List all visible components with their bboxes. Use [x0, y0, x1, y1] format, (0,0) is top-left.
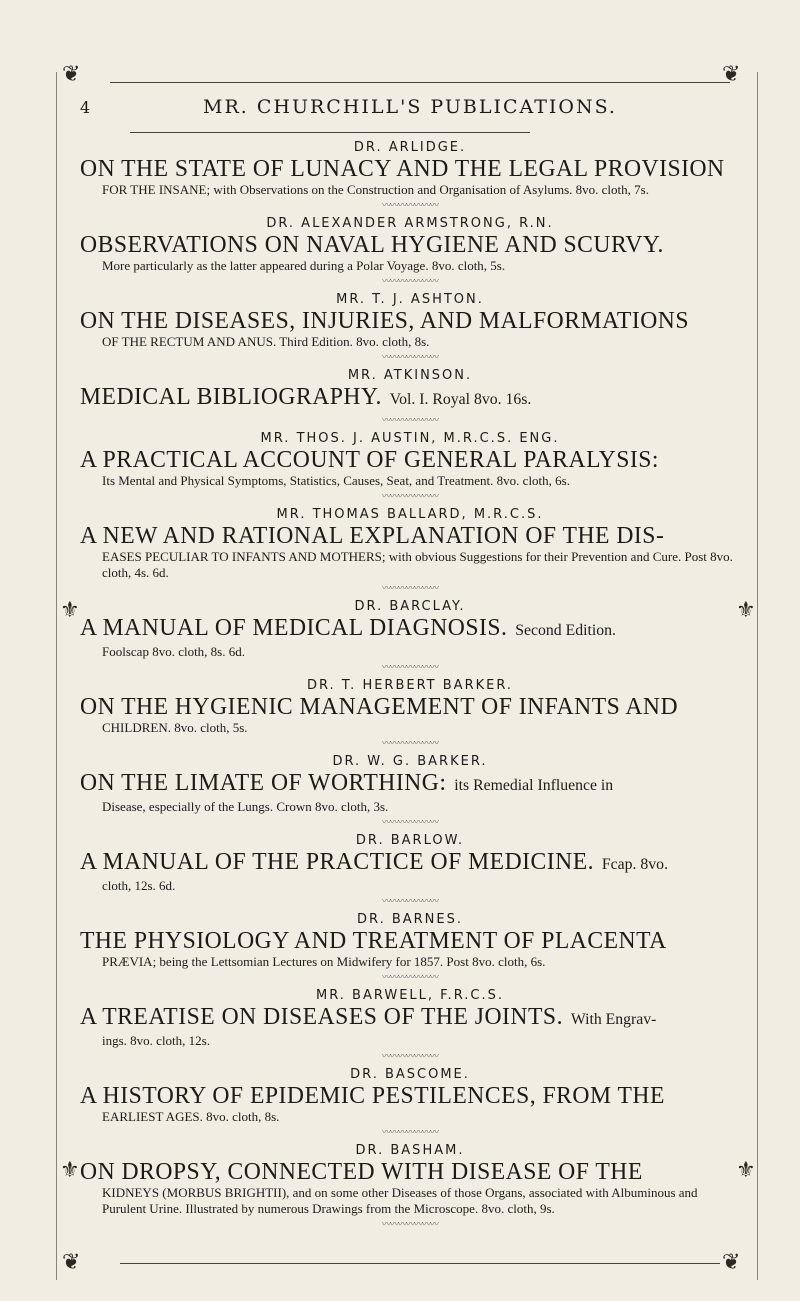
- author-name: DR. BASCOME.: [350, 1067, 470, 1082]
- publication-entry: [80, 754, 740, 829]
- book-description: Its Mental and Physical Symptoms, Statistics, Causes, Seat, and Treatment. 8vo. cloth, 6s.: [102, 473, 570, 488]
- side-ornament-icon: ⚜: [736, 598, 756, 623]
- author-name: DR. BARNES.: [356, 912, 463, 927]
- book-description: ings. 8vo. cloth, 12s.: [102, 1033, 210, 1048]
- author-name: MR. T. J. ASHTON.: [336, 292, 484, 307]
- corner-ornament-icon: ❦: [62, 1250, 81, 1275]
- running-head: MR. CHURCHILL'S PUBLICATIONS.: [203, 96, 617, 118]
- book-title-main: A NEW AND RATIONAL EXPLANATION OF THE DIS-: [80, 523, 665, 549]
- publication-entry: [80, 507, 740, 595]
- author-name: DR. BASHAM.: [355, 1143, 465, 1158]
- side-ornament-icon: ⚜: [736, 1158, 756, 1183]
- book-description: FOR THE INSANE; with Observations on the Construction and Organisation of Asylums. 8vo. cloth, 7s.: [102, 182, 649, 197]
- book-title: [80, 447, 730, 473]
- author-name: DR. W. G. BARKER.: [332, 754, 488, 769]
- book-title-extra: Vol. I. Royal 8vo. 16s.: [389, 391, 532, 408]
- divider-flourish: 〰〰〰〰〰〰〰: [381, 201, 438, 211]
- book-description: Foolscap 8vo. cloth, 8s. 6d.: [102, 644, 245, 659]
- divider-flourish: 〰〰〰〰〰〰〰: [381, 1220, 438, 1230]
- book-description: EARLIEST AGES. 8vo. cloth, 8s.: [102, 1109, 280, 1124]
- book-title-extra: Second Edition.: [515, 622, 616, 639]
- publication-entry: [80, 292, 740, 364]
- author-name: DR. BARLOW.: [355, 833, 465, 848]
- publication-entry: [80, 140, 740, 212]
- book-title-main: ON THE STATE OF LUNACY AND THE LEGAL PROVISION: [80, 156, 725, 182]
- book-title: [80, 615, 730, 644]
- divider-flourish: 〰〰〰〰〰〰〰: [381, 818, 438, 828]
- publication-entry: [80, 1067, 740, 1139]
- book-title: [80, 1083, 730, 1109]
- book-title: [80, 232, 730, 258]
- divider-flourish: 〰〰〰〰〰〰〰: [381, 1052, 438, 1062]
- corner-ornament-icon: ❦: [722, 62, 741, 87]
- book-title-main: A PRACTICAL ACCOUNT OF GENERAL PARALYSIS:: [80, 447, 659, 473]
- book-title-main: A MANUAL OF MEDICAL DIAGNOSIS.: [80, 615, 508, 641]
- book-description: KIDNEYS (MORBUS BRIGHTII), and on some other Diseases of those Organs, associated with Albuminous and Purulent Urine. Illustrated by numerous Drawings from the Microscope. 8vo. cloth, 9s.: [102, 1185, 698, 1216]
- book-title: [80, 1159, 730, 1185]
- divider-flourish: 〰〰〰〰〰〰〰: [381, 739, 438, 749]
- divider-flourish: 〰〰〰〰〰〰〰: [381, 584, 438, 594]
- author-name: MR. THOS. J. AUSTIN, M.R.C.S. ENG.: [260, 431, 560, 446]
- publication-entry: [80, 431, 740, 503]
- book-title: [80, 156, 730, 182]
- publication-entry: [80, 216, 740, 288]
- publication-entry: [80, 988, 740, 1063]
- footer-rule: [120, 1263, 720, 1264]
- author-name: DR. ARLIDGE.: [353, 140, 467, 155]
- book-description: EASES PECULIAR TO INFANTS AND MOTHERS; with obvious Suggestions for their Prevention and Cure. Post 8vo. cloth, 4s. 6d.: [102, 549, 733, 580]
- book-title-main: ON THE DISEASES, INJURIES, AND MALFORMATIONS: [80, 308, 690, 334]
- book-title-main: A HISTORY OF EPIDEMIC PESTILENCES, FROM THE: [80, 1083, 665, 1109]
- author-name: MR. BARWELL, F.R.C.S.: [315, 988, 504, 1003]
- divider-flourish: 〰〰〰〰〰〰〰: [381, 416, 438, 426]
- book-title: [80, 1004, 730, 1033]
- corner-ornament-icon: ❦: [722, 1250, 741, 1275]
- book-title-main: MEDICAL BIBLIOGRAPHY.: [80, 384, 382, 410]
- book-description: CHILDREN. 8vo. cloth, 5s.: [102, 720, 248, 735]
- divider-flourish: 〰〰〰〰〰〰〰: [381, 897, 438, 907]
- author-name: DR. BARCLAY.: [354, 599, 466, 614]
- book-title: [80, 770, 730, 799]
- divider-flourish: 〰〰〰〰〰〰〰: [381, 1128, 438, 1138]
- book-title-main: A MANUAL OF THE PRACTICE OF MEDICINE.: [80, 849, 595, 875]
- publication-entry: [80, 1143, 740, 1231]
- book-description: PRÆVIA; being the Lettsomian Lectures on Midwifery for 1857. Post 8vo. cloth, 6s.: [102, 954, 546, 969]
- book-description: cloth, 12s. 6d.: [102, 878, 176, 893]
- book-title-extra: its Remedial Influence in: [454, 777, 614, 794]
- book-title-main: A TREATISE ON DISEASES OF THE JOINTS.: [80, 1004, 563, 1030]
- side-ornament-icon: ⚜: [60, 598, 80, 623]
- publication-entry: [80, 912, 740, 984]
- book-description: OF THE RECTUM AND ANUS. Third Edition. 8vo. cloth, 8s.: [102, 334, 430, 349]
- book-title-extra: Fcap. 8vo.: [601, 856, 669, 873]
- book-title: [80, 849, 730, 878]
- book-title-main: ON THE HYGIENIC MANAGEMENT OF INFANTS AND: [80, 694, 679, 720]
- header-rule: [130, 132, 530, 133]
- author-name: DR. ALEXANDER ARMSTRONG, R.N.: [266, 216, 554, 231]
- publication-entry: [80, 678, 740, 750]
- book-description: Disease, especially of the Lungs. Crown 8vo. cloth, 3s.: [102, 799, 389, 814]
- corner-ornament-icon: ❦: [62, 62, 81, 87]
- book-description: More particularly as the latter appeared during a Polar Voyage. 8vo. cloth, 5s.: [102, 258, 506, 273]
- publication-entry: [80, 599, 740, 674]
- publication-list: [80, 140, 740, 1235]
- author-name: MR. ATKINSON.: [347, 368, 473, 383]
- book-title: [80, 384, 730, 413]
- book-title-main: THE PHYSIOLOGY AND TREATMENT OF PLACENTA: [80, 928, 667, 954]
- book-title-main: ON THE LIMATE OF WORTHING:: [80, 770, 447, 796]
- publication-entry: [80, 368, 740, 427]
- divider-flourish: 〰〰〰〰〰〰〰: [381, 353, 438, 363]
- page-number: 4: [80, 98, 91, 117]
- book-title-main: OBSERVATIONS ON NAVAL HYGIENE AND SCURVY.: [80, 232, 664, 258]
- author-name: DR. T. HERBERT BARKER.: [306, 678, 514, 693]
- publication-entry: [80, 833, 740, 908]
- divider-flourish: 〰〰〰〰〰〰〰: [381, 492, 438, 502]
- divider-flourish: 〰〰〰〰〰〰〰: [381, 663, 438, 673]
- book-title: [80, 694, 730, 720]
- book-title: [80, 523, 730, 549]
- divider-flourish: 〰〰〰〰〰〰〰: [381, 973, 438, 983]
- book-title: [80, 308, 730, 334]
- side-ornament-icon: ⚜: [60, 1158, 80, 1183]
- author-name: MR. THOMAS BALLARD, M.R.C.S.: [276, 507, 544, 522]
- book-title: [80, 928, 730, 954]
- header-rule: [110, 82, 730, 83]
- book-title-extra: With Engrav-: [570, 1011, 657, 1028]
- book-title-main: ON DROPSY, CONNECTED WITH DISEASE OF THE: [80, 1159, 643, 1185]
- divider-flourish: 〰〰〰〰〰〰〰: [381, 277, 438, 287]
